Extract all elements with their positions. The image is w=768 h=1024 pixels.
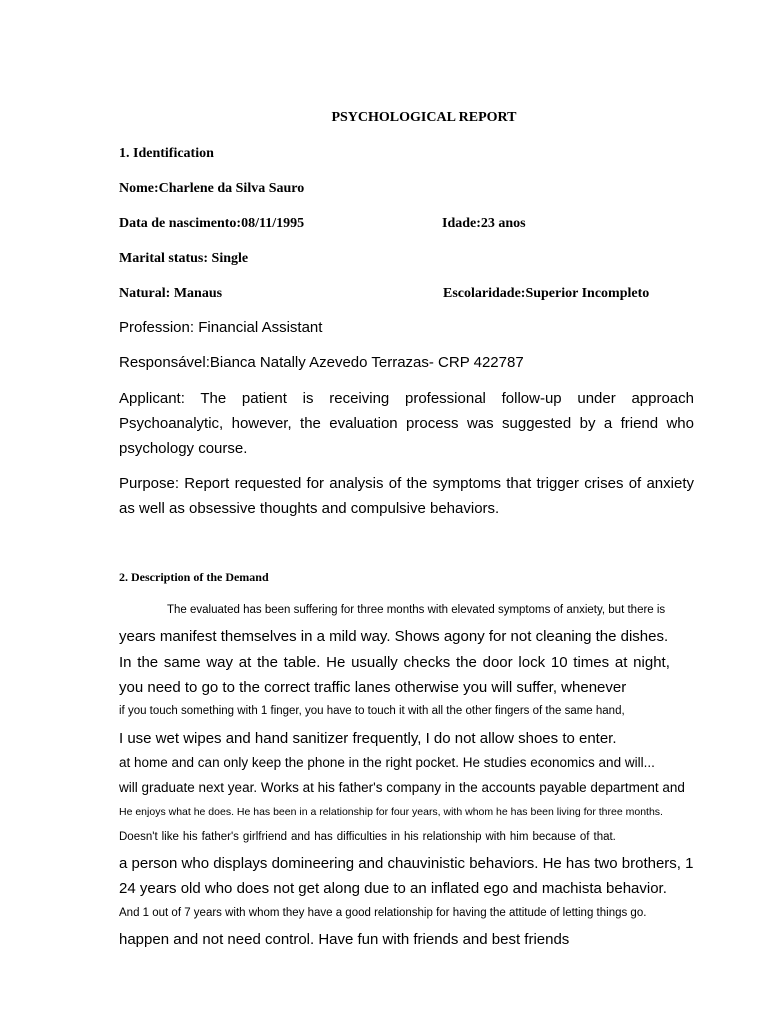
demand-line: years manifest themselves in a mild way. Shows agony for not cleaning the dishes. (119, 628, 669, 645)
demand-line: 24 years old who does not get along due to an inflated ego and machista behavior. (119, 880, 667, 897)
demand-line: if you touch something with 1 finger, you have to touch it with all the other fingers of the same hand, (119, 705, 625, 717)
field-escolaridade: Escolaridade:Superior Incompleto (443, 286, 650, 301)
field-data-nascimento: Data de nascimento:08/11/1995 (119, 216, 305, 231)
field-idade: Idade:23 anos (442, 216, 526, 231)
applicant-paragraph: Applicant: The patient is receiving professional follow-up under approach Psychoanalytic, however, the evaluation process was suggested by a friend who psychology course. (119, 390, 694, 457)
demand-line: The evaluated has been suffering for three months with elevated symptoms of anxiety, but there is (167, 604, 666, 616)
demand-line: I use wet wipes and hand sanitizer frequently, I do not allow shoes to enter. (119, 730, 617, 747)
field-nome: Nome:Charlene da Silva Sauro (119, 181, 305, 196)
purpose-paragraph: Purpose: Report requested for analysis of the symptoms that trigger crises of anxiety as well as obsessive thoughts and compulsive behaviors. (119, 475, 694, 517)
demand-line: at home and can only keep the phone in the right pocket. He studies economics and will... (119, 755, 655, 770)
field-responsavel: Responsável:Bianca Natally Azevedo Terrazas- CRP 422787 (119, 354, 524, 371)
demand-line: Doesn't like his father's girlfriend and has difficulties in his relationship with him because of that. (119, 831, 616, 843)
demand-line: In the same way at the table. He usually checks the door lock 10 times at night, (119, 654, 670, 671)
section-heading-identification: 1. Identification (119, 146, 214, 161)
report-title: PSYCHOLOGICAL REPORT (331, 110, 517, 125)
demand-line: you need to go to the correct traffic lanes otherwise you will suffer, whenever (119, 679, 627, 696)
demand-line: And 1 out of 7 years with whom they have a good relationship for having the attitude of letting things go. (119, 907, 647, 919)
demand-line: will graduate next year. Works at his father's company in the accounts payable department and (119, 780, 685, 795)
field-natural: Natural: Manaus (119, 286, 223, 301)
field-profession: Profession: Financial Assistant (119, 319, 323, 336)
section-heading-demand: 2. Description of the Demand (119, 570, 269, 584)
demand-line: happen and not need control. Have fun with friends and best friends (119, 931, 570, 948)
demand-line: He enjoys what he does. He has been in a relationship for four years, with whom he has been living for three months. (119, 806, 663, 818)
field-marital-status: Marital status: Single (119, 251, 249, 266)
demand-line: a person who displays domineering and chauvinistic behaviors. He has two brothers, 1 (119, 855, 694, 872)
